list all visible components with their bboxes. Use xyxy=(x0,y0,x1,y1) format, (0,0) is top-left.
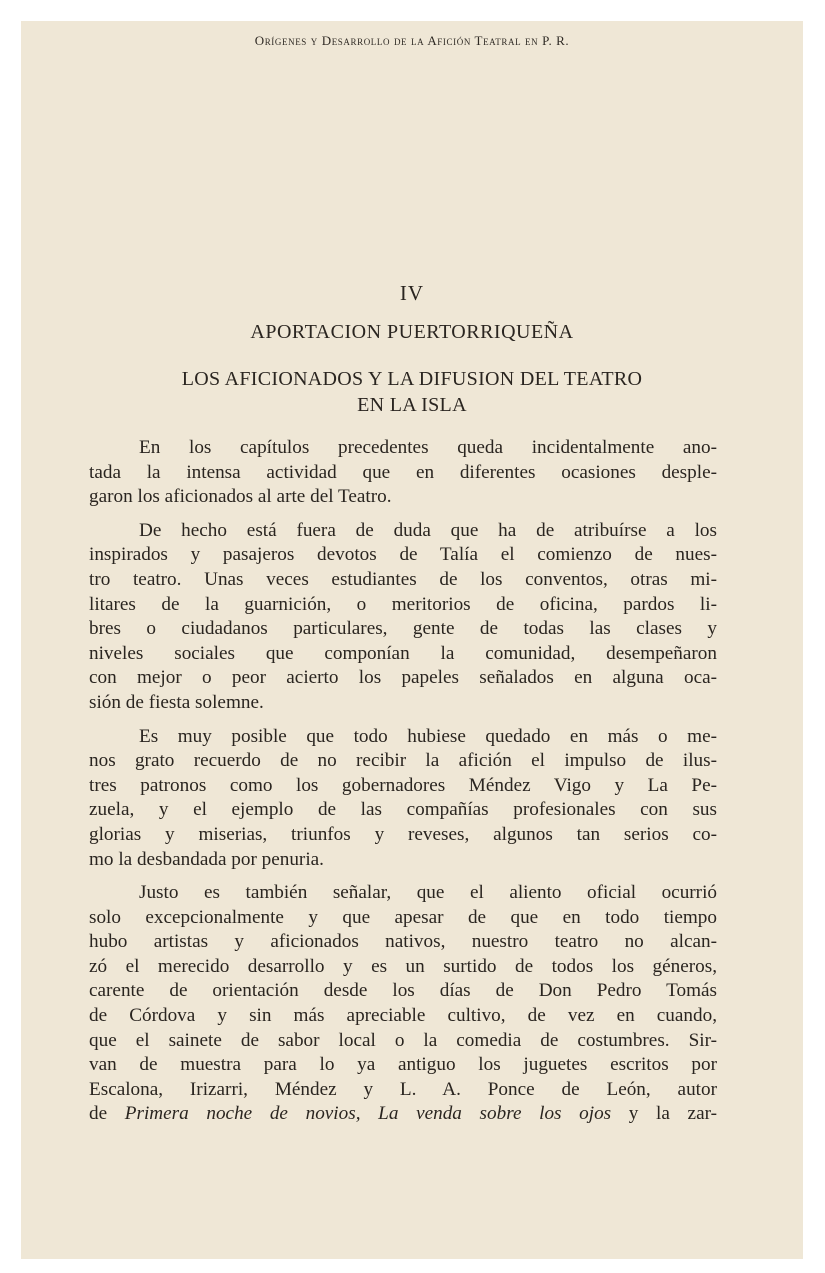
text-line: zó el merecido desarrollo y es un surtido de todos los géneros, xyxy=(89,955,717,977)
text-line: bres o ciudadanos particulares, gente de todas las clases y xyxy=(89,618,717,640)
text-line: tada la intensa actividad que en diferentes ocasiones desple- xyxy=(89,461,717,483)
text-line: con mejor o peor acierto los papeles señalados en alguna oca- xyxy=(89,667,717,689)
text-line: mo la desbandada por penuria. xyxy=(89,848,324,870)
paragraph-1 xyxy=(89,436,717,510)
running-head: Orígenes y Desarrollo de la Afición Teatral en P. R. xyxy=(254,33,570,48)
text-line: En los capítulos precedentes queda incidentalmente ano- xyxy=(139,437,717,458)
text-line: solo excepcionalmente y que apesar de que en todo tiempo xyxy=(89,906,717,928)
text-line: garon los aficionados al arte del Teatro. xyxy=(89,486,392,508)
text-line: litares de la guarnición, o meritorios de oficina, pardos li- xyxy=(89,593,717,615)
text-line: que el sainete de sabor local o la comedia de costumbres. Sir- xyxy=(89,1029,717,1051)
text-run: y la zar- xyxy=(611,1103,717,1125)
text-line: tres patronos como los gobernadores Méndez Vigo y La Pe- xyxy=(89,774,717,796)
work-title-italic: Primera noche de novios, xyxy=(124,1103,361,1125)
chapter-number: IV xyxy=(399,281,425,305)
text-line: sión de fiesta solemne. xyxy=(89,691,264,713)
chapter-title: APORTACION PUERTORRIQUEÑA xyxy=(250,321,574,343)
text-line: van de muestra para lo ya antiguo los juguetes escritos por xyxy=(89,1054,717,1076)
chapter-subtitle-line: EN LA ISLA xyxy=(357,394,467,416)
text-line: glorias y miserias, triunfos y reveses, algunos tan serios co- xyxy=(89,823,717,845)
text-line: hubo artistas y aficionados nativos, nuestro teatro no alcan- xyxy=(89,931,717,953)
text-line: De hecho está fuera de duda que ha de atribuírse a los xyxy=(139,519,717,541)
text-line-final xyxy=(89,1102,717,1127)
paragraph-3 xyxy=(89,725,717,873)
chapter-subtitle xyxy=(81,366,743,418)
text-line: inspirados y pasajeros devotos de Talía el comienzo de nues- xyxy=(89,544,717,566)
text-line: nos grato recuerdo de no recibir la afición el impulso de ilus- xyxy=(89,750,717,772)
text-line: Es muy posible que todo hubiese quedado en más o me- xyxy=(139,725,717,747)
work-title-italic: La venda sobre los ojos xyxy=(378,1103,612,1125)
body-text xyxy=(89,436,717,1136)
chapter-subtitle-line: LOS AFICIONADOS Y LA DIFUSION DEL TEATRO xyxy=(181,368,643,390)
text-line: Justo es también señalar, que el aliento oficial ocurrió xyxy=(139,882,717,904)
text-line: tro teatro. Unas veces estudiantes de los conventos, otras mi- xyxy=(89,568,717,590)
text-line: Escalona, Irizarri, Méndez y L. A. Ponce de León, autor xyxy=(89,1078,717,1100)
text-line: de Córdova y sin más apreciable cultivo, de vez en cuando, xyxy=(89,1005,717,1027)
paragraph-2 xyxy=(89,519,717,716)
text-line: niveles sociales que componían la comunidad, desempeñaron xyxy=(89,642,717,664)
text-line: zuela, y el ejemplo de las compañías profesionales con sus xyxy=(89,799,717,821)
paragraph-4 xyxy=(89,881,717,1127)
text-run xyxy=(361,1103,379,1124)
book-page xyxy=(21,21,803,1259)
text-run: de xyxy=(89,1103,125,1125)
text-line: carente de orientación desde los días de Don Pedro Tomás xyxy=(89,980,717,1002)
